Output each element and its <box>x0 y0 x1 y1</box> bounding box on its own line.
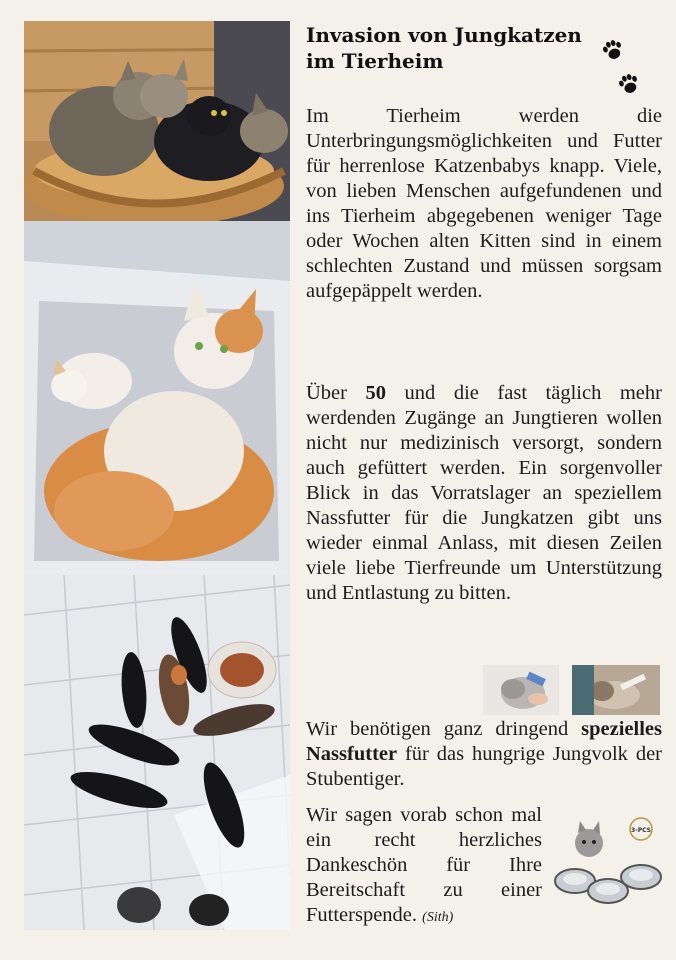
title-line-1: Invasion von Jungkatzen <box>306 23 582 47</box>
paragraph-text: Wir benötigen ganz dringend <box>306 718 582 740</box>
photo-kittens-feeding <box>24 575 290 930</box>
paragraph-text: Wir sagen vorab schon mal ein recht herzliches Dankeschön für Ihre Bereitschaft zu einer Futterspende. <box>306 804 542 926</box>
article-title <box>306 22 596 74</box>
title-line-2: im Tierheim <box>306 49 444 73</box>
paragraph-request <box>306 381 662 606</box>
paragraph-need <box>306 717 662 792</box>
author-signature: (Sith) <box>422 910 454 925</box>
paw-print-icon <box>617 73 641 95</box>
paragraph-text: für das hungrige Jungvolk der Stubentiger. <box>306 743 662 790</box>
photo-kitten-syringe-feeding <box>572 665 660 715</box>
paragraph-thanks <box>306 803 542 930</box>
photo-mother-cat-with-kitten <box>24 221 290 575</box>
highlight-wet-food: spezielles Nassfutter <box>306 718 662 765</box>
paw-print-icon <box>601 39 625 61</box>
photo-kitten-bottle-feeding <box>483 665 559 715</box>
photo-kittens-in-basket <box>24 21 290 221</box>
illustration-cat-bowls <box>553 815 665 907</box>
paragraph-intro: Im Tierheim werden die Unterbringungsmöglichkeiten und Futter für herrenlose Katzenbabys knapp. Viele, von lieben Menschen aufgefundenen und ins Tierheim abgegebenen weniger Tage oder Wochen alten Kitten sind in einem schlechten Zustand und müssen sorgsam aufgepäppelt werden. <box>306 105 662 302</box>
paragraph-text: und die fast täglich mehr werdenden Zugänge an Jungtieren wollen nicht nur medizinisch versorgt, sondern auch gefüttert werden. Ein sorgenvoller Blick in das Vorratslager an speziellem Nassfutter für die Jungkatzen gibt uns wieder einmal Anlass, mit diesen Zeilen viele liebe Tierfreunde um Unterstützung und Entlastung zu bitten. <box>306 382 662 604</box>
badge-label: 3-PCS <box>631 827 651 834</box>
photo-column <box>24 21 290 930</box>
paragraph-text: Über <box>306 382 366 404</box>
kitten-count: 50 <box>365 382 387 404</box>
